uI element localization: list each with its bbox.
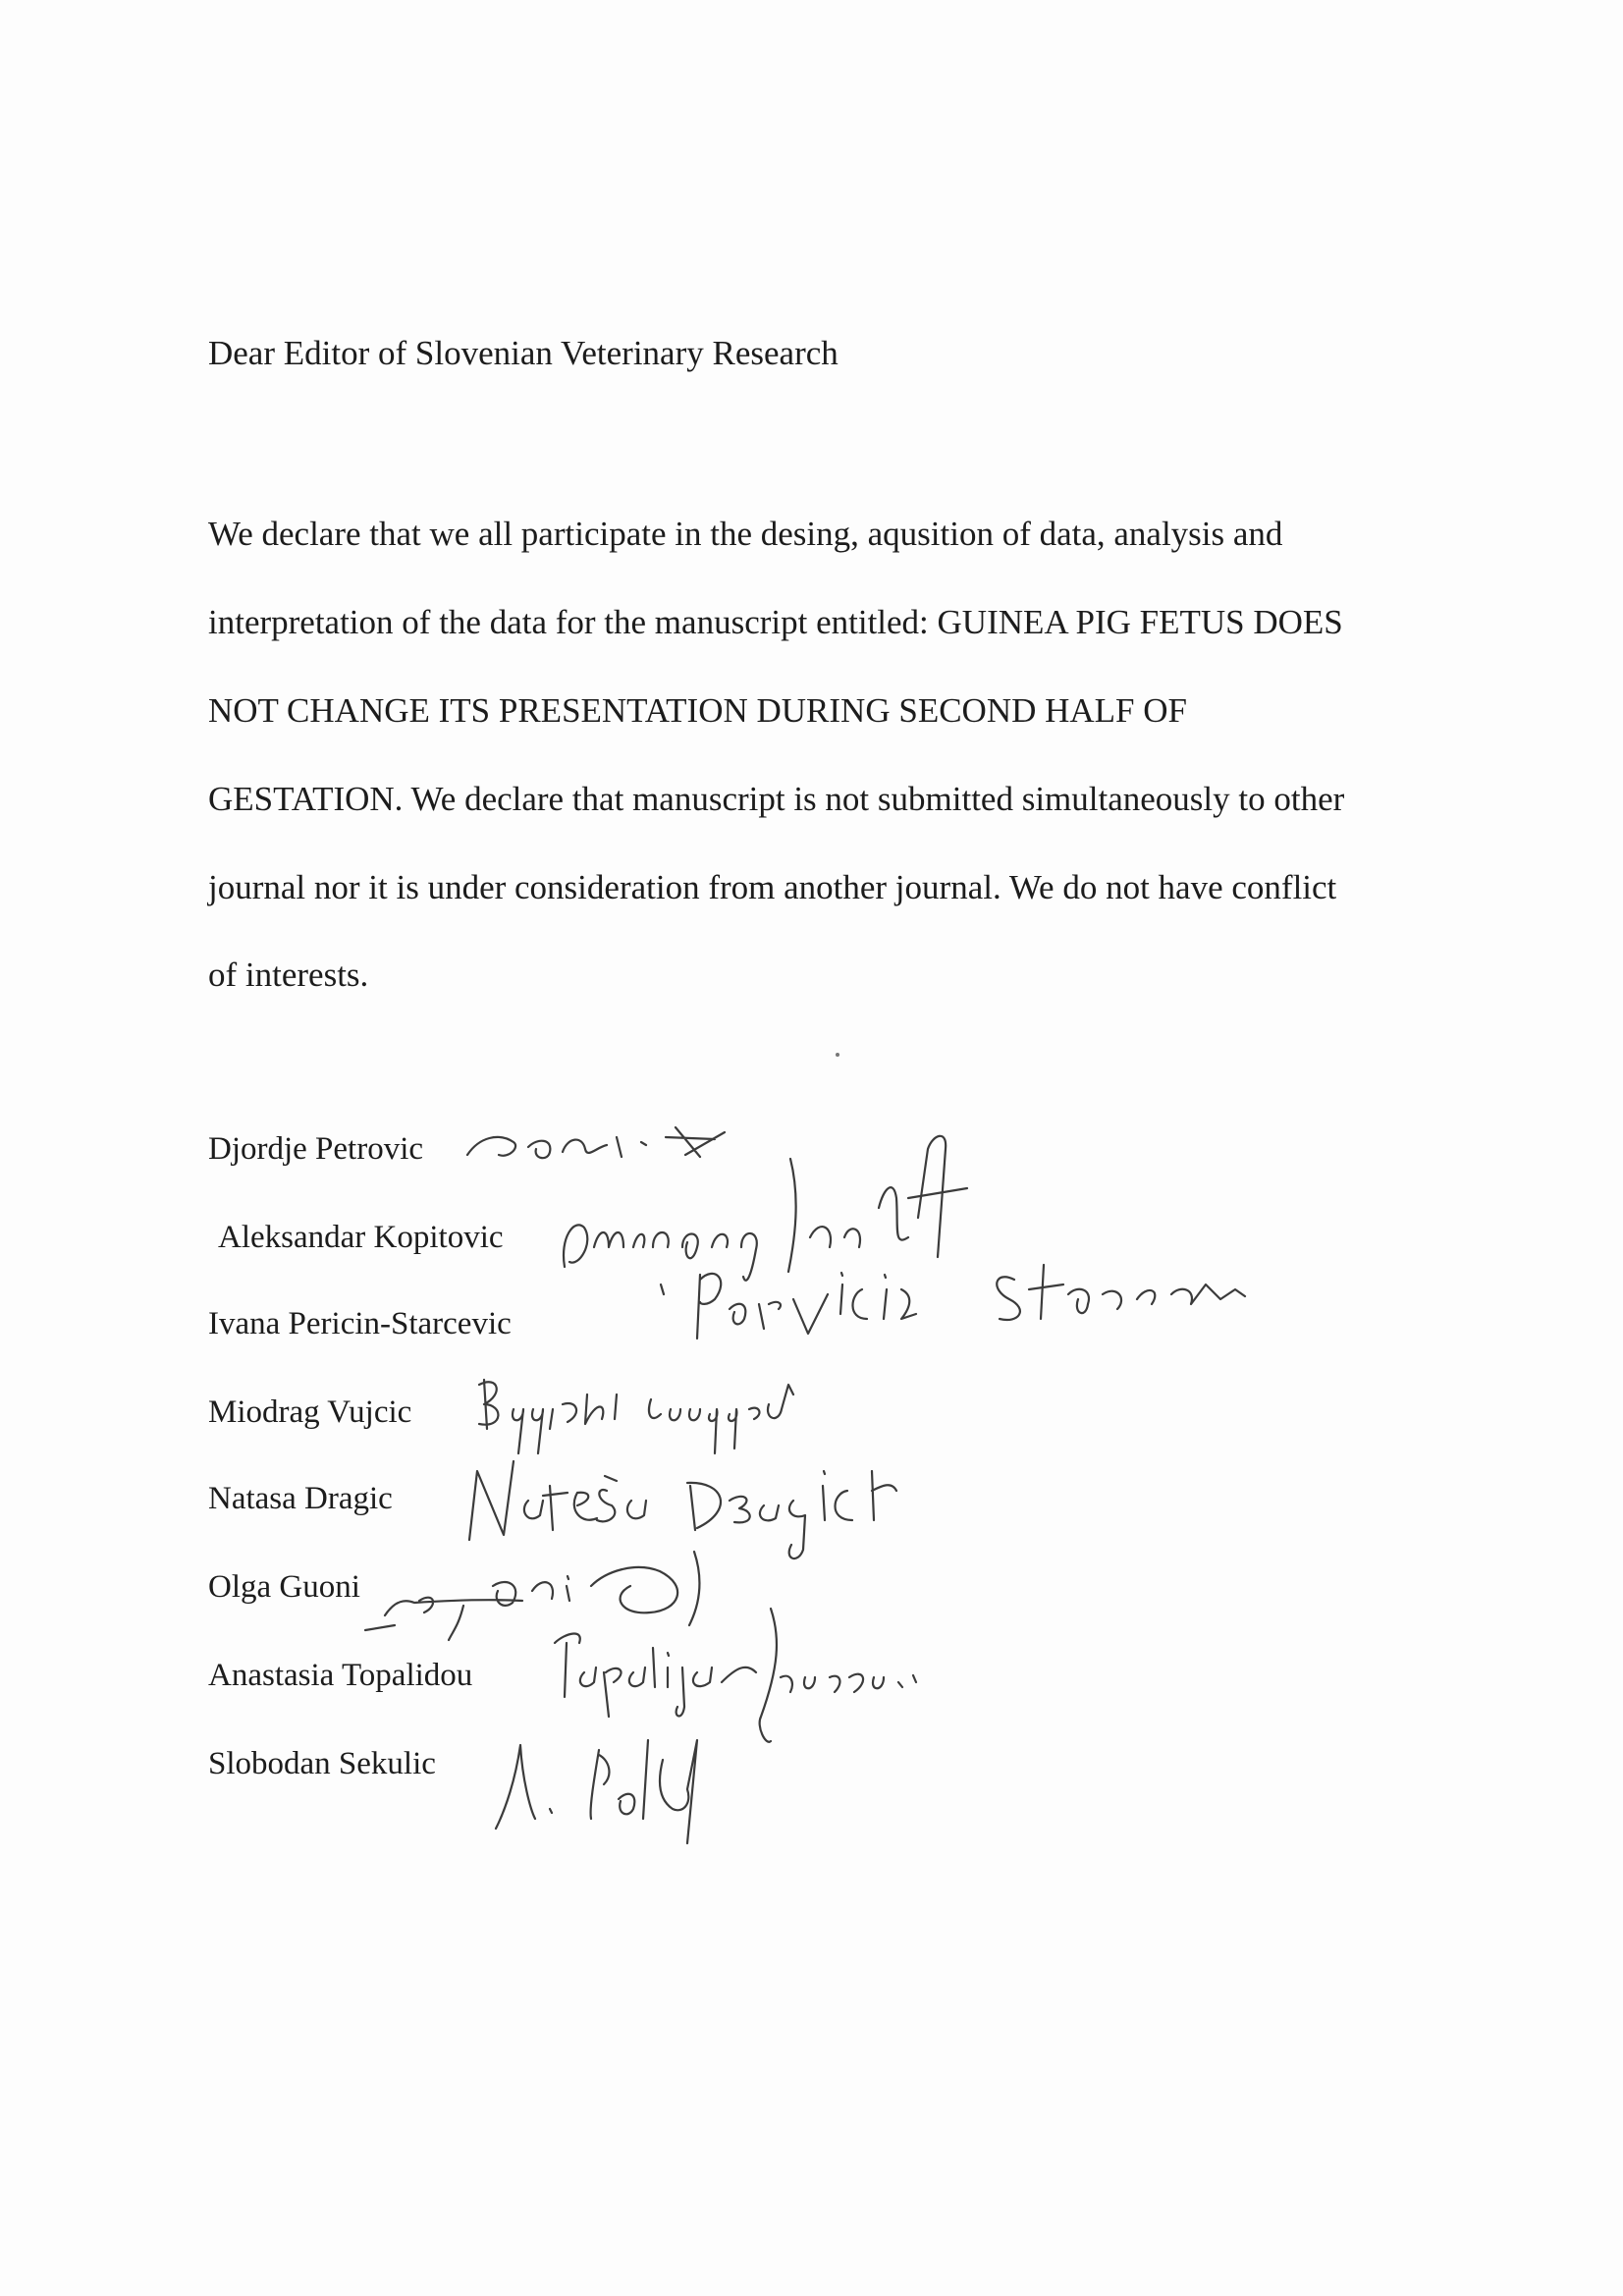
signatory-name: Natasa Dragic xyxy=(208,1481,393,1516)
body-line: journal nor it is under consideration from another journal. We do not have conflict xyxy=(208,868,1337,906)
signatory-name: Miodrag Vujcic xyxy=(208,1394,412,1430)
signatory-name: Olga Guoni xyxy=(208,1569,360,1605)
signature-image xyxy=(491,1721,746,1848)
signatory-name: Slobodan Sekulic xyxy=(208,1746,436,1781)
salutation: Dear Editor of Slovenian Veterinary Research xyxy=(208,334,839,372)
scan-speck xyxy=(836,1053,839,1057)
signatory-name: Aleksandar Kopitovic xyxy=(218,1220,504,1255)
body-line: interpretation of the data for the manuscript entitled: GUINEA PIG FETUS DOES xyxy=(208,603,1343,641)
body-line: NOT CHANGE ITS PRESENTATION DURING SECOND HALF OF xyxy=(208,691,1188,730)
signatory-name: Anastasia Topalidou xyxy=(208,1658,473,1693)
body-line: of interests. xyxy=(208,956,369,994)
body-line: We declare that we all participate in the desing, aqusition of data, analysis and xyxy=(208,515,1283,553)
signature-image xyxy=(656,1245,1304,1353)
signatory-name: Djordje Petrovic xyxy=(208,1131,424,1167)
signatory-name: Ivana Pericin-Starcevic xyxy=(208,1306,512,1341)
body-line: GESTATION. We declare that manuscript is not submitted simultaneously to other xyxy=(208,780,1345,818)
